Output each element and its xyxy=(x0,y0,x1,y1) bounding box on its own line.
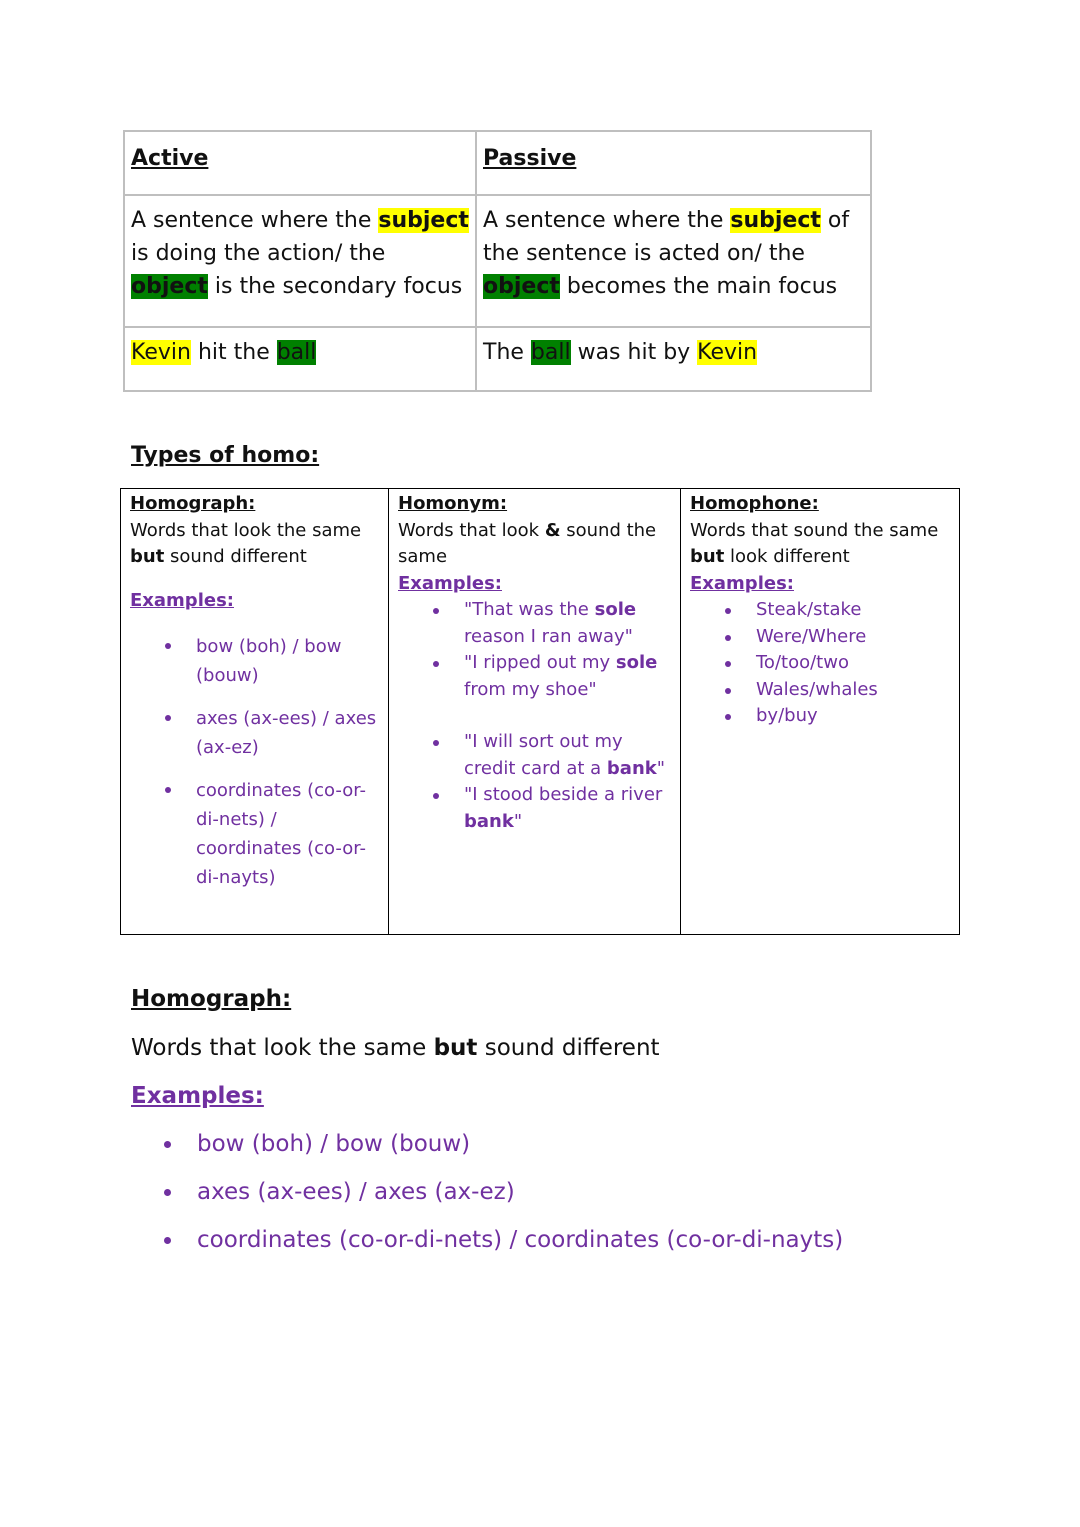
list-item: bow (boh) / bow (bouw) xyxy=(130,632,379,690)
list-item: coordinates (co-or-di-nets) / coordinates (co-or-di-nayts) xyxy=(130,776,379,892)
active-passive-table xyxy=(123,130,872,392)
list-item: "I stood beside a river bank" xyxy=(398,782,671,835)
list-item: axes (ax-ees) / axes (ax-ez) xyxy=(130,704,379,762)
homo-types-table xyxy=(120,488,960,935)
homograph-section-title: Homograph: xyxy=(131,986,292,1012)
list-item: Were/Where xyxy=(690,624,950,651)
list-item: by/buy xyxy=(690,703,950,730)
homophone-cell xyxy=(681,489,960,935)
list-item: "That was the sole reason I ran away" xyxy=(398,597,671,650)
passive-header: Passive xyxy=(483,146,577,171)
list-item: axes (ax-ees) / axes (ax-ez) xyxy=(131,1168,843,1216)
types-heading: Types of homo: xyxy=(131,443,320,468)
passive-definition: A sentence where the subject of the sentence is acted on/ the object becomes the main focus xyxy=(476,195,871,327)
list-item: Wales/whales xyxy=(690,677,950,704)
homophone-examples-list xyxy=(690,597,950,730)
ball-highlight: ball xyxy=(530,340,571,365)
object-highlight: object xyxy=(131,274,208,299)
list-item: To/too/two xyxy=(690,650,950,677)
kevin-highlight: Kevin xyxy=(131,340,191,365)
homograph-examples-list xyxy=(130,632,379,892)
homonym-examples-list xyxy=(398,597,671,835)
passive-header-cell xyxy=(476,131,871,195)
homograph-cell xyxy=(121,489,389,935)
homonym-cell xyxy=(389,489,681,935)
homonym-examples-label: Examples: xyxy=(398,572,502,594)
homophone-title: Homophone: xyxy=(690,493,819,514)
homophone-examples-label: Examples: xyxy=(690,572,794,594)
list-item: coordinates (co-or-di-nets) / coordinates (co-or-di-nayts) xyxy=(131,1216,843,1264)
homograph-title: Homograph: xyxy=(130,493,256,514)
homograph-section-definition: Words that look the same but sound different xyxy=(131,1035,660,1061)
ball-highlight: ball xyxy=(276,340,317,365)
list-item: Steak/stake xyxy=(690,597,950,624)
active-definition: A sentence where the subject is doing the action/ the object is the secondary focus xyxy=(124,195,476,327)
list-item: bow (boh) / bow (bouw) xyxy=(131,1120,843,1168)
active-example: Kevin hit the ball xyxy=(124,327,476,391)
active-header: Active xyxy=(131,146,209,171)
homophone-definition: Words that sound the same but look different xyxy=(690,519,939,567)
list-item: "I will sort out my credit card at a bank" xyxy=(398,729,671,782)
subject-highlight: subject xyxy=(378,208,469,233)
passive-example: The ball was hit by Kevin xyxy=(476,327,871,391)
active-header-cell xyxy=(124,131,476,195)
kevin-highlight: Kevin xyxy=(697,340,758,365)
subject-highlight: subject xyxy=(730,208,821,233)
list-item: "I ripped out my sole from my shoe" xyxy=(398,650,671,703)
homograph-definition: Words that look the same but sound different xyxy=(130,519,362,567)
homonym-title: Homonym: xyxy=(398,493,508,514)
homonym-definition: Words that look & sound the same xyxy=(398,519,657,567)
homograph-section-list xyxy=(131,1120,843,1264)
homograph-section-examples-label: Examples: xyxy=(131,1083,264,1109)
object-highlight: object xyxy=(483,274,560,299)
homograph-examples-label: Examples: xyxy=(130,589,234,611)
